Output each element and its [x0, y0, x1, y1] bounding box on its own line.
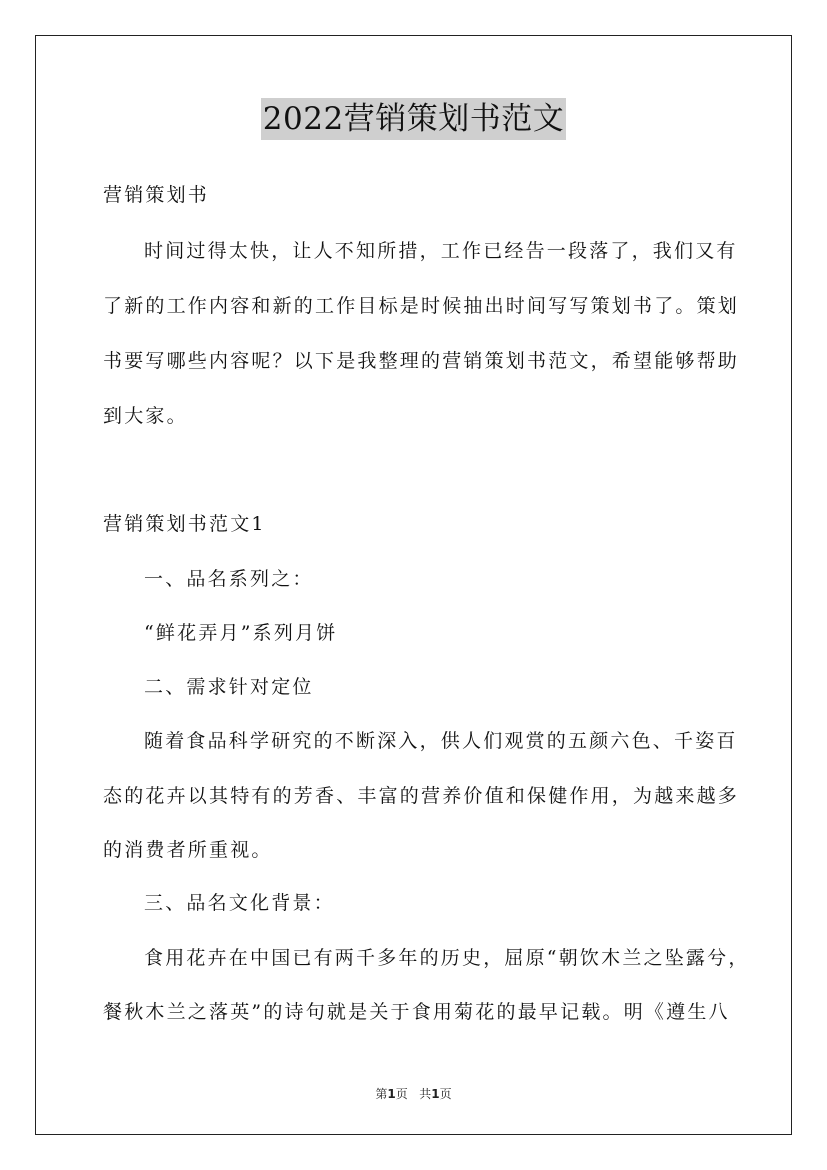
section-1-title: 一、品名系列之： — [144, 568, 314, 590]
section-2-line-2: 态的花卉以其特有的芳香、丰富的营养价值和保健作用，为越来越多 — [103, 785, 740, 807]
heading-marketing-plan: 营销策划书 — [103, 184, 210, 206]
footer-suffix: 页 — [439, 1087, 452, 1101]
section-3-title: 三、品名文化背景： — [144, 892, 335, 914]
intro-line-2: 了新的工作内容和新的工作目标是时候抽出时间写写策划书了。策划 — [103, 295, 740, 317]
intro-line-4: 到大家。 — [103, 405, 188, 427]
section-1-text: “鲜花弄月”系列月饼 — [144, 622, 338, 644]
section-2-title: 二、需求针对定位 — [144, 676, 314, 698]
page-footer — [0, 1085, 827, 1102]
intro-line-3: 书要写哪些内容呢？以下是我整理的营销策划书范文，希望能够帮助 — [103, 350, 740, 372]
footer-mid: 页 共 — [395, 1087, 432, 1101]
section-2-line-3: 的消费者所重视。 — [103, 839, 273, 861]
document-title: 2022营销策划书范文 — [261, 98, 566, 140]
footer-page-total: 1 — [431, 1087, 440, 1101]
section-3-line-1: 食用花卉在中国已有两千多年的历史，屈原“朝饮木兰之坠露兮， — [144, 947, 750, 969]
intro-line-1: 时间过得太快，让人不知所措，工作已经告一段落了，我们又有 — [144, 240, 738, 262]
footer-page-number: 1 — [387, 1087, 396, 1101]
title-wrapper — [0, 98, 827, 140]
section-3-line-2: 餐秋木兰之落英”的诗句就是关于食用菊花的最早记载。明《遵生八 — [103, 1001, 730, 1023]
footer-prefix: 第 — [375, 1087, 388, 1101]
section-2-line-1: 随着食品科学研究的不断深入，供人们观赏的五颜六色、千姿百 — [144, 730, 738, 752]
heading-sample-1: 营销策划书范文1 — [103, 513, 266, 535]
